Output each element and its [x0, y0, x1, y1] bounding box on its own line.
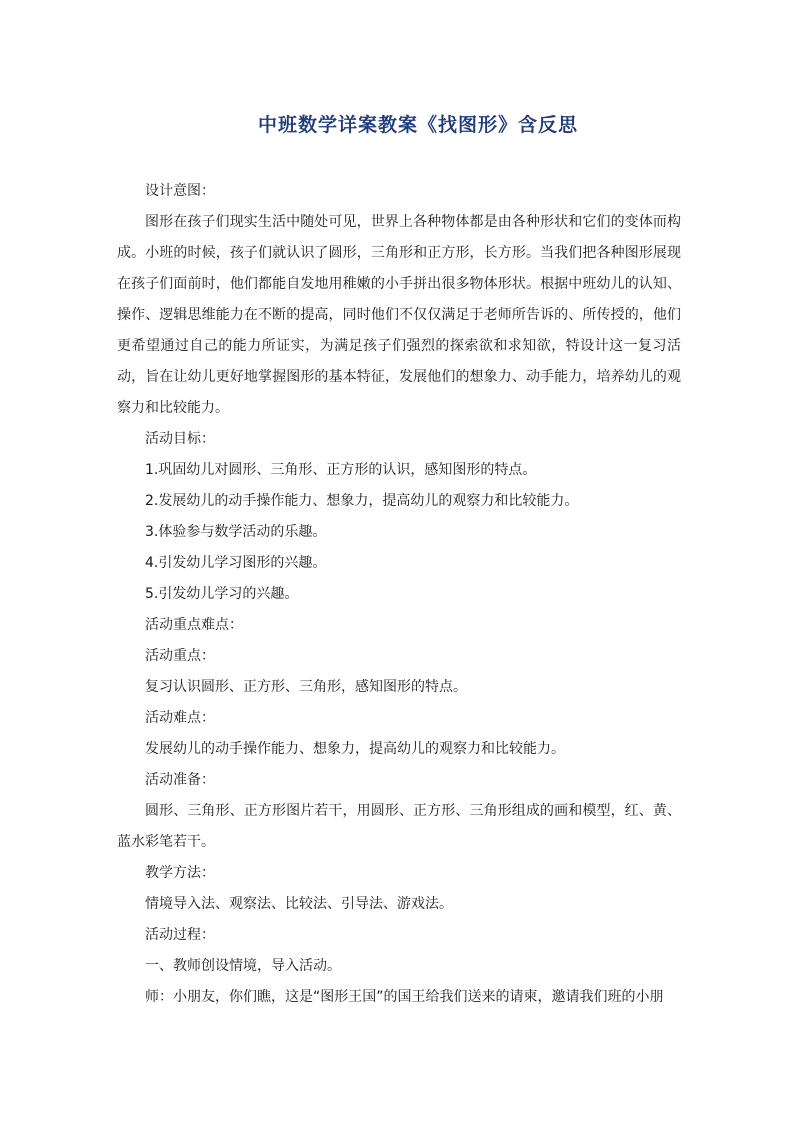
section-heading: 活动过程：	[145, 927, 215, 943]
section-heading: 活动准备：	[145, 772, 215, 788]
section-heading: 活动重点：	[145, 648, 215, 664]
paragraph: 图形在孩子们现实生活中随处可见，世界上各种物体都是由各种形状和它们的变体而构成。小班的时候，孩子们就认识了圆形，三角形和正方形，长方形。当我们把各种图形展现在孩子们面前时，他们都能自发地用稚嫩的小手拼出很多物体形状。根据中班幼儿的认知、操作、逻辑思维能力在不断的提高，同时他们不仅仅满足于老师所告诉的、所传授的，他们更希望通过自己的能力所证实，为满足孩子们强烈的探索欲和求知欲，特设计这一复习活动，旨在让幼儿更好地掌握图形的基本特征，发展他们的想象力、动手能力，培养幼儿的观察力和比较能力。	[117, 214, 681, 416]
paragraph: 发展幼儿的动手操作能力、想象力，提高幼儿的观察力和比较能力。	[145, 741, 565, 757]
section-heading: 活动重点难点：	[145, 617, 243, 633]
section-heading: 活动难点：	[145, 710, 215, 726]
document-title: 中班数学详案教案《找图形》含反思	[257, 114, 578, 136]
paragraph: 师：小朋友，你们瞧，这是“图形王国”的国王给我们送来的请柬，邀请我们班的小朋	[145, 989, 664, 1005]
list-item: 3.体验参与数学活动的乐趣。	[145, 524, 327, 540]
section-heading: 教学方法：	[145, 865, 215, 881]
section-heading: 活动目标：	[145, 431, 215, 447]
list-item: 1.巩固幼儿对圆形、三角形、正方形的认识，感知图形的特点。	[145, 462, 537, 478]
list-item: 2.发展幼儿的动手操作能力、想象力，提高幼儿的观察力和比较能力。	[145, 493, 579, 509]
list-item: 4.引发幼儿学习图形的兴趣。	[145, 555, 327, 571]
paragraph: 圆形、三角形、正方形图片若干，用圆形、正方形、三角形组成的画和模型，红、黄、蓝水彩笔若干。	[117, 803, 681, 850]
paragraph: 一、教师创设情境，导入活动。	[145, 958, 341, 974]
paragraph: 情境导入法、观察法、比较法、引导法、游戏法。	[145, 896, 453, 912]
document-body	[117, 176, 681, 1013]
section-heading: 设计意图：	[145, 183, 215, 199]
paragraph: 复习认识圆形、正方形、三角形，感知图形的特点。	[145, 679, 467, 695]
list-item: 5.引发幼儿学习的兴趣。	[145, 586, 299, 602]
